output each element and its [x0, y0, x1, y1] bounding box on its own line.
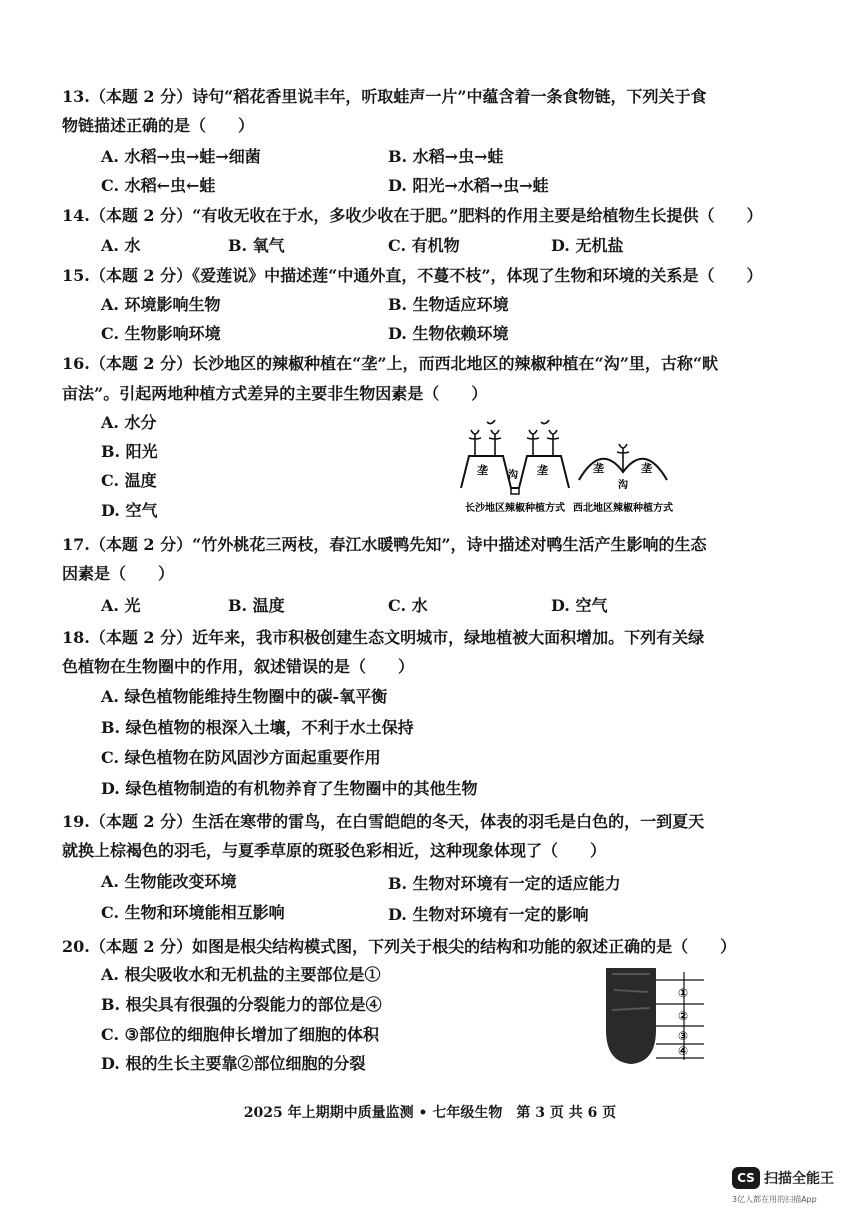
camscanner-logo: CS — [732, 1167, 760, 1189]
q16-option-c: C. 温度 — [101, 471, 157, 490]
q15-option-c: C. 生物影响环境 — [101, 324, 221, 343]
ridge-label-left-1: 垄 — [477, 464, 488, 477]
q15-stem-line-1: 15.（本题 2 分）《爱莲说》中描述莲“中通外直，不蔓不枝”，体现了生物和环境的关系是（ ） — [62, 266, 763, 285]
ridge-label-left-2: 垄 — [537, 464, 548, 477]
q17-option-a: A. 光 — [101, 596, 141, 615]
caption-northwest: 西北地区辣椒种植方式 — [573, 503, 673, 514]
root-label-3: ③ — [678, 1029, 689, 1043]
q20-stem-line-1: 20.（本题 2 分）如图是根尖结构模式图，下列关于根尖的结构和功能的叙述正确的是（ ） — [62, 937, 737, 956]
q20-option-d: D. 根的生长主要靠②部位细胞的分裂 — [101, 1054, 366, 1073]
ditch-label-left: 沟 — [508, 470, 518, 481]
root-label-1: ① — [678, 986, 689, 1000]
q13-option-c: C. 水稻←虫←蛙 — [101, 176, 216, 195]
q17-option-c: C. 水 — [388, 596, 428, 615]
camscanner-name: 扫描全能王 — [764, 1171, 834, 1187]
q18-option-a: A. 绿色植物能维持生物圈中的碳-氧平衡 — [101, 687, 388, 706]
root-tip-figure — [600, 960, 710, 1070]
q17-option-d: D. 空气 — [551, 596, 608, 615]
pepper-plants-left — [469, 420, 559, 456]
ridge-label-right-1: 垄 — [593, 462, 604, 475]
q17-stem-line-2: 因素是（ ） — [62, 564, 175, 583]
q14-option-a: A. 水 — [101, 236, 141, 255]
q14-option-c: C. 有机物 — [388, 236, 460, 255]
q19-option-c: C. 生物和环境能相互影响 — [101, 903, 285, 922]
q13-option-b: B. 水稻→虫→蛙 — [388, 147, 504, 166]
q14-stem-line-1: 14.（本题 2 分）“有收无收在于水，多收少收在于肥。”肥料的作用主要是给植物生长提供（ ） — [62, 206, 763, 225]
ridge-label-right-2: 垄 — [641, 462, 652, 475]
q19-option-d: D. 生物对环境有一定的影响 — [388, 905, 589, 924]
q15-option-a: A. 环境影响生物 — [101, 295, 221, 314]
q17-stem-line-1: 17.（本题 2 分）“竹外桃花三两枝，春江水暖鸭先知”，诗中描述对鸭生活产生影响的生态 — [62, 535, 707, 554]
root-label-4: ④ — [678, 1044, 689, 1058]
q16-stem-line-1: 16.（本题 2 分）长沙地区的辣椒种植在“垄”上，而西北地区的辣椒种植在“沟”里，古称“畎 — [62, 354, 719, 373]
q17-option-b: B. 温度 — [228, 596, 285, 615]
q15-option-d: D. 生物依赖环境 — [388, 324, 509, 343]
q18-stem-line-1: 18.（本题 2 分）近年来，我市积极创建生态文明城市，绿地植被大面积增加。下列有关绿 — [62, 628, 705, 647]
q16-stem-line-2: 亩法”。引起两地种植方式差异的主要非生物因素是（ ） — [62, 384, 488, 403]
q18-option-b: B. 绿色植物的根深入土壤，不利于水土保持 — [101, 718, 414, 737]
q14-option-b: B. 氧气 — [228, 236, 285, 255]
q20-option-b: B. 根尖具有很强的分裂能力的部位是④ — [101, 995, 382, 1014]
pepper-planting-figure — [455, 412, 675, 518]
q19-option-a: A. 生物能改变环境 — [101, 872, 237, 891]
root-tip-shape — [606, 968, 656, 1064]
q15-option-b: B. 生物适应环境 — [388, 295, 509, 314]
root-label-2: ② — [678, 1009, 689, 1023]
q19-stem-line-2: 就换上棕褐色的羽毛，与夏季草原的斑驳色彩相近，这种现象体现了（ ） — [62, 841, 607, 860]
q19-option-b: B. 生物对环境有一定的适应能力 — [388, 874, 621, 893]
q13-stem-line-1: 13.（本题 2 分）诗句“稻花香里说丰年，听取蛙声一片”中蕴含着一条食物链，下列关于食 — [62, 87, 707, 106]
page-footer: 2025 年上期期中质量监测 • 七年级生物 第 3 页 共 6 页 — [243, 1105, 617, 1121]
q13-option-d: D. 阳光→水稻→虫→蛙 — [388, 176, 549, 195]
caption-changsha: 长沙地区辣椒种植方式 — [465, 503, 565, 514]
q20-option-c: C. ③部位的细胞伸长增加了细胞的体积 — [101, 1025, 379, 1044]
q16-option-b: B. 阳光 — [101, 442, 158, 461]
q13-stem-line-2: 物链描述正确的是（ ） — [62, 116, 255, 135]
q16-option-a: A. 水分 — [101, 413, 157, 432]
ditch-label-right: 沟 — [618, 480, 628, 491]
q16-option-d: D. 空气 — [101, 501, 158, 520]
q20-option-a: A. 根尖吸收水和无机盐的主要部位是① — [101, 965, 381, 984]
q18-option-d: D. 绿色植物制造的有机物养育了生物圈中的其他生物 — [101, 779, 478, 798]
q18-option-c: C. 绿色植物在防风固沙方面起重要作用 — [101, 748, 381, 767]
q18-stem-line-2: 色植物在生物圈中的作用，叙述错误的是（ ） — [62, 657, 415, 676]
camscanner-tagline: 3亿人都在用的扫描App — [732, 1195, 817, 1204]
q19-stem-line-1: 19.（本题 2 分）生活在寒带的雷鸟，在白雪皑皑的冬天，体表的羽毛是白色的，一到夏天 — [62, 812, 705, 831]
q13-option-a: A. 水稻→虫→蛙→细菌 — [101, 147, 261, 166]
q14-option-d: D. 无机盐 — [551, 236, 624, 255]
